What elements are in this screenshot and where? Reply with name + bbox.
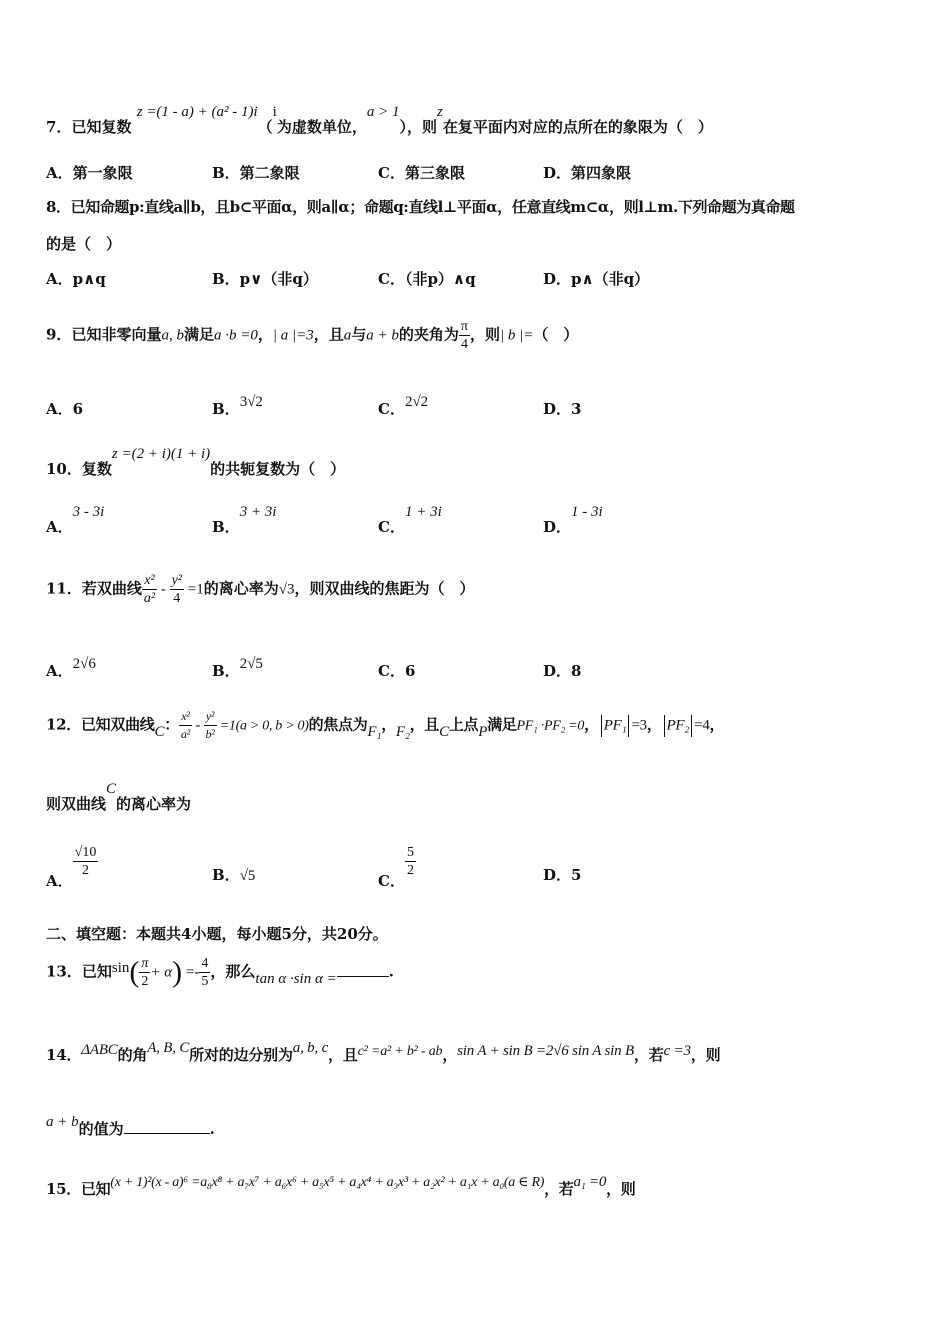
q12-fraction-x xyxy=(179,708,192,743)
q13-text: 已知 xyxy=(81,962,112,981)
q10-text-end: 的共轭复数为（ ） xyxy=(210,460,346,478)
q12-b2: b² xyxy=(205,727,215,741)
q7-formula: z =(1 - a) + (a² - 1)i xyxy=(136,104,258,120)
q12-text-hyperbola: 则双曲线 xyxy=(46,795,107,813)
q12-option-c[interactable] xyxy=(378,844,416,890)
q7-option-b[interactable]: B．第二象限 xyxy=(212,164,300,182)
q11-option-d[interactable] xyxy=(543,660,581,681)
q12-C: C xyxy=(154,723,165,740)
q11-stem xyxy=(46,572,910,607)
q14-sine-relation: sin A + sin B =2√6 sin A sin B xyxy=(457,1043,634,1059)
q8-option-b[interactable]: B．p∨（非q） xyxy=(212,270,318,288)
q12-PF2-value: =4 xyxy=(694,717,710,734)
q9-text-with: 与 xyxy=(351,325,367,344)
q12-PF1-value: =3 xyxy=(631,717,647,734)
q11-a2: a² xyxy=(143,591,156,606)
q12-text: 已知双曲线 xyxy=(80,715,155,734)
q9-a: a xyxy=(343,327,352,344)
q13-text-then: ，那么 xyxy=(210,962,256,981)
q12-dot-product: PF₁ ·PF₂ =0 xyxy=(516,718,585,734)
q11-value-b: 2√5 xyxy=(239,656,263,672)
q9-value-c: 2√2 xyxy=(404,394,429,410)
q9-pi: π xyxy=(460,319,468,334)
q13-five: 5 xyxy=(201,974,209,989)
q9-norm-a: | a |=3 xyxy=(272,327,314,344)
q11-four: 4 xyxy=(173,591,181,606)
q14-stem xyxy=(46,1040,910,1065)
q7-number: 7． xyxy=(46,118,72,136)
q8-option-d[interactable]: D．p∧（非q） xyxy=(543,270,650,288)
q11-ecc-value: √3 xyxy=(278,581,295,598)
q7-i-symbol: i xyxy=(272,104,277,120)
q7-option-a[interactable]: A．第一象限 xyxy=(46,164,133,182)
q12-colon: ： xyxy=(164,715,179,734)
q12-label-d: D． xyxy=(543,866,572,884)
q12-stem-line1: 12．已知双曲线C： $\frac{\text{x²}}{\text{a²}}$ - $\frac{\text{y²}}{\text{b²}}$ =1(a > 0, b > 0)的焦点为F₁，F₂，且C上点P满足PF₁ ·PF₂ =0， PF₁ =3， PF₂ =4， xyxy=(46,709,725,741)
q10-value-c: 1 + 3i xyxy=(404,504,442,520)
q9-value-b: 3√2 xyxy=(239,394,263,410)
q9-number: 9． xyxy=(46,325,72,344)
q8-stem-line1: 8．已知命题p:直线a∥b，且b⊂平面α，则a∥α；命题q:直线l⊥平面α，任意直线m⊂α，则l⊥m.下列命题为真命题 xyxy=(46,198,795,216)
q15-text-if: ，若 xyxy=(544,1180,574,1198)
q14-text-sides: 所对的边分别为 xyxy=(189,1046,293,1064)
q12-F2: F₂ xyxy=(395,723,410,740)
q12-comma-2: ， xyxy=(584,715,599,734)
q12-x2: x² xyxy=(179,708,192,726)
q12-condition: =1(a > 0, b > 0) xyxy=(216,718,309,734)
q11-text-ecc: 的离心率为 xyxy=(203,579,279,598)
q11-value-a: 2√6 xyxy=(72,656,96,672)
q9-option-d[interactable] xyxy=(543,398,581,419)
q14-cosine-law: c² =a² + b² - ab xyxy=(357,1044,443,1059)
q8-option-c[interactable]: C．（非p）∧q xyxy=(378,270,476,288)
q9-label-b: B． xyxy=(212,400,240,418)
q10-stem xyxy=(46,446,910,479)
q11-value-c: 6 xyxy=(404,662,416,680)
q12-fraction-y xyxy=(204,708,217,743)
q7-text-then: ），则 xyxy=(399,118,437,136)
section2-title: 二、填空题：本题共4小题，每小题5分，共20分。 xyxy=(46,925,388,943)
q14-triangle: ΔABC xyxy=(81,1042,118,1058)
q12-C-3: C xyxy=(106,781,117,797)
q11-minus: - xyxy=(157,581,170,598)
q15-stem xyxy=(46,1174,910,1199)
q12-PF2: PF₂ xyxy=(666,717,690,734)
q11-text: 若双曲线 xyxy=(81,579,142,598)
q10-value-d: 1 - 3i xyxy=(571,504,603,520)
q9-option-c[interactable] xyxy=(378,394,429,419)
q11-label-c: C． xyxy=(378,662,405,680)
q13-sin: sin xyxy=(111,959,130,976)
q15-formula: (x + 1)²(x - a)⁶ =a₈x⁸ + a₇x⁷ + a₆x⁶ + a₅x⁵ + a₄x⁴ + a₃x³ + a₂x² + a₁x + a₀(a ∈ R) xyxy=(110,1175,545,1190)
q14-angles: A, B, C xyxy=(147,1040,190,1056)
q14-period: . xyxy=(209,1120,215,1138)
q12-C-2: C xyxy=(439,723,449,740)
q10-label-d: D． xyxy=(543,518,572,536)
q7-stem xyxy=(46,104,910,137)
q13-plus-alpha: + α xyxy=(150,964,173,981)
q10-formula: z =(2 + i)(1 + i) xyxy=(111,446,211,462)
q10-option-c[interactable] xyxy=(378,504,442,537)
q14-answer-blank[interactable] xyxy=(124,1133,210,1134)
q9-angle-fraction xyxy=(459,318,470,353)
q10-label-c: C． xyxy=(378,518,405,536)
q15-text-then: ，则 xyxy=(606,1180,636,1198)
q11-option-a[interactable] xyxy=(46,656,96,681)
q11-fraction-x xyxy=(142,572,157,607)
q11-equals: =1 xyxy=(184,581,204,598)
q13-two: 2 xyxy=(141,974,149,989)
q11-fraction-y xyxy=(170,572,184,607)
q13-equals: =- xyxy=(182,964,200,981)
q12-text-point: 上点 xyxy=(448,715,479,734)
q13-number: 13． xyxy=(46,962,82,981)
q9-paren: （ ） xyxy=(533,325,579,344)
q10-text: 复数 xyxy=(81,460,112,478)
q7-option-c[interactable]: C．第三象限 xyxy=(378,164,465,182)
q14-text-then: ，则 xyxy=(690,1046,721,1064)
q14-number: 14． xyxy=(46,1046,82,1064)
q9-text: 已知非零向量 xyxy=(71,325,162,344)
q15-number: 15． xyxy=(46,1180,81,1198)
q10-label-b: B． xyxy=(212,518,240,536)
q12-option-b[interactable] xyxy=(212,864,255,885)
q12-option-a[interactable] xyxy=(46,844,98,890)
q12-PF1: PF₁ xyxy=(603,717,627,734)
q10-option-a[interactable] xyxy=(46,504,105,537)
q9-text-and: ，且 xyxy=(313,325,344,344)
q14-text-and: ，且 xyxy=(328,1046,358,1064)
q9-value-d: 3 xyxy=(571,400,582,418)
q9-label-c: C． xyxy=(378,400,405,418)
q9-vectors: a, b xyxy=(161,327,184,344)
q12-P: P xyxy=(478,723,488,740)
q9-text-then: ，则 xyxy=(469,325,500,344)
q12-value-d: 5 xyxy=(571,866,582,884)
q13-pi-fraction xyxy=(139,955,150,990)
q14-sides: a, b, c xyxy=(292,1040,329,1056)
q12-c-num: 5 xyxy=(406,845,414,860)
q12-comma-3: ， xyxy=(646,715,662,734)
q12-a-den: 2 xyxy=(81,863,89,878)
q12-a-num: √10 xyxy=(74,845,97,860)
q12-value-a xyxy=(73,844,99,879)
q14-c-value: c =3 xyxy=(663,1043,691,1059)
q12-comma-4: ， xyxy=(709,715,725,734)
q14-a-plus-b: a + b xyxy=(46,1114,79,1130)
q8-option-a[interactable]: A．p∧q xyxy=(46,270,106,288)
q9-label-d: D． xyxy=(543,400,572,418)
q11-option-b[interactable] xyxy=(212,656,263,681)
q13-four: 4 xyxy=(201,956,209,971)
q9-comma: ， xyxy=(257,325,273,344)
q13-period: . xyxy=(388,962,394,981)
q10-option-b[interactable] xyxy=(212,504,277,537)
q10-value-a: 3 - 3i xyxy=(72,504,105,520)
q12-number: 12． xyxy=(46,715,81,734)
q7-text-end: 在复平面内对应的点所在的象限为（ ） xyxy=(442,118,713,136)
q14-text-value: 的值为 xyxy=(78,1120,124,1138)
q12-label-a: A． xyxy=(46,871,73,890)
q11-value-d: 8 xyxy=(571,662,582,680)
q7-z-symbol: z xyxy=(437,104,443,120)
q10-value-b: 3 + 3i xyxy=(239,504,277,520)
q14-text-if: ，若 xyxy=(633,1046,664,1064)
q9-four: 4 xyxy=(460,337,468,352)
q12-y2: y² xyxy=(204,708,217,726)
q7-condition: a > 1 xyxy=(366,104,400,120)
q13-value-fraction xyxy=(199,955,210,990)
q12-text-and: ，且 xyxy=(409,715,440,734)
q9-dot-product: a ·b =0 xyxy=(213,327,258,344)
q12-c-den: 2 xyxy=(406,863,414,878)
q15-text: 已知 xyxy=(80,1180,111,1198)
q9-value-a: 6 xyxy=(72,400,84,418)
q9-a-plus-b: a + b xyxy=(366,327,399,344)
q11-label-a: A． xyxy=(46,662,73,680)
q9-text-angle: 的夹角为 xyxy=(398,325,459,344)
q10-label-a: A． xyxy=(46,518,73,536)
q9-text-satisfy: 满足 xyxy=(183,325,214,344)
q11-text-end: ，则双曲线的焦距为（ ） xyxy=(294,579,475,598)
q12-stem-line2 xyxy=(46,781,910,814)
q11-number: 11． xyxy=(46,579,82,598)
q11-label-b: B． xyxy=(212,662,240,680)
q12-text-satisfy: 满足 xyxy=(487,715,517,734)
q9-option-a[interactable] xyxy=(46,398,83,419)
q14-stem-line2 xyxy=(46,1114,910,1139)
q12-option-d[interactable] xyxy=(543,864,581,885)
q15-a1-value: a₁ =0 xyxy=(573,1174,607,1190)
q13-answer-blank[interactable] xyxy=(337,976,389,977)
q9-label-a: A． xyxy=(46,400,73,418)
q12-text-foci: 的焦点为 xyxy=(308,715,368,734)
q13-expression: tan α ·sin α = xyxy=(255,970,337,987)
q11-option-c[interactable] xyxy=(378,660,415,681)
q12-a2: a² xyxy=(180,727,190,741)
q12-value-b: √5 xyxy=(239,868,256,884)
q11-label-d: D． xyxy=(543,662,572,680)
q10-option-d[interactable] xyxy=(543,504,603,537)
q10-number: 10． xyxy=(46,460,82,478)
q9-option-b[interactable] xyxy=(212,394,263,419)
q9-stem xyxy=(46,318,910,353)
q12-label-c: C． xyxy=(378,871,405,890)
q8-stem-line2: 的是（ ） xyxy=(46,235,122,253)
q12-comma: ， xyxy=(381,715,396,734)
q7-text-unit: 为虚数单位， xyxy=(276,118,367,136)
q13-pi: π xyxy=(141,956,149,971)
q12-value-c xyxy=(405,844,416,879)
q14-text-angle: 的角 xyxy=(117,1046,148,1064)
q12-F1: F₁ xyxy=(367,723,382,740)
q12-text-ecc: 的离心率为 xyxy=(116,795,192,813)
q12-label-b: B． xyxy=(212,866,240,884)
q7-option-d[interactable]: D．第四象限 xyxy=(543,164,632,182)
q7-paren: （ xyxy=(257,118,273,136)
q11-y2: y² xyxy=(171,573,183,588)
q14-comma: ， xyxy=(442,1046,458,1064)
q13-stem: 13．已知sin( $\frac{\pi}{2}$ + α) =- $\frac{4}{5}$ ，那么tan α ·sin α = . xyxy=(46,955,394,989)
q11-x2: x² xyxy=(142,572,157,590)
q7-text: 已知复数 xyxy=(71,118,132,136)
q9-norm-b: | b |= xyxy=(500,327,534,344)
